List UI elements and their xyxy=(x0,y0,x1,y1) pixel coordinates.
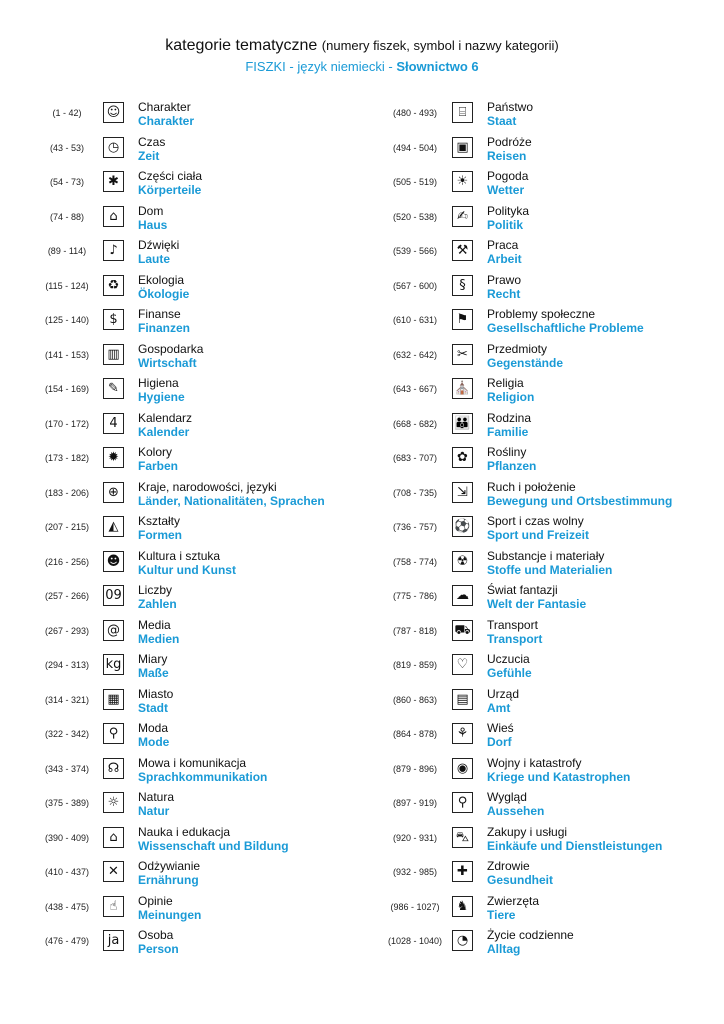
category-name-polish: Miasto xyxy=(138,686,174,701)
category-row xyxy=(0,97,362,132)
title-main: kategorie tematyczne xyxy=(165,37,318,54)
category-name-german: Wetter xyxy=(487,183,525,197)
category-name-polish: Państwo xyxy=(487,100,534,114)
category-name-german: Familie xyxy=(487,424,529,439)
category-name-polish: Kraje, narodowości, języki xyxy=(138,479,277,494)
card-number-range: (708 - 735) xyxy=(392,487,438,498)
category-name-polish: Problemy społeczne xyxy=(487,307,596,321)
category-row xyxy=(362,787,724,822)
category-name-polish: Polityka xyxy=(487,203,530,218)
category-row xyxy=(0,753,362,788)
category-row xyxy=(0,684,362,719)
category-name-german: Meinungen xyxy=(138,907,202,922)
category-name-polish: Nauka i edukacja xyxy=(138,824,231,839)
category-name-polish: Ekologia xyxy=(138,272,185,287)
category-name-german: Mode xyxy=(138,735,170,749)
card-number-range: (390 - 409) xyxy=(44,832,90,843)
category-name-polish: Części ciała xyxy=(138,169,203,183)
vitruvian-body-icon: ✱ xyxy=(103,171,124,192)
category-name-polish: Substancje i materiały xyxy=(487,548,605,563)
category-column-left xyxy=(0,97,362,960)
category-name-polish: Życie codzienne xyxy=(487,928,574,942)
workers-icon: ⚒ xyxy=(452,240,473,261)
category-name-polish: Odżywianie xyxy=(138,859,201,873)
hand-truck-icon: ⇲ xyxy=(452,482,473,503)
category-row xyxy=(362,132,724,167)
category-name-german: Wirtschaft xyxy=(138,355,197,370)
category-name-german: Reisen xyxy=(487,148,527,163)
recycling-bin-icon: ♻ xyxy=(103,275,124,296)
category-row xyxy=(0,304,362,339)
category-row xyxy=(0,132,362,167)
at-sign-icon: @ xyxy=(103,620,124,641)
category-name-german: Hygiene xyxy=(138,390,185,404)
category-name-polish: Finanse xyxy=(138,307,181,321)
weather-icon: ☀ xyxy=(452,171,473,192)
car-icon: ⛟ xyxy=(452,620,473,641)
category-name-german: Kalender xyxy=(138,424,190,439)
card-number-range: (216 - 256) xyxy=(44,556,90,567)
category-row xyxy=(362,235,724,270)
category-name-german: Sprachkommunikation xyxy=(138,769,268,784)
category-name-german: Körperteile xyxy=(138,183,202,197)
card-number-range: (43 - 53) xyxy=(49,142,84,153)
clock-icon: ◷ xyxy=(103,137,124,158)
category-name-german: Transport xyxy=(487,631,543,646)
card-number-range: (257 - 266) xyxy=(44,591,90,601)
sun-flower-icon: ☼ xyxy=(103,792,124,813)
card-number-range: (375 - 389) xyxy=(44,798,90,808)
category-name-german: Wissenschaft und Bildung xyxy=(138,838,289,853)
category-row xyxy=(0,270,362,305)
bar-chart-icon: ▥ xyxy=(103,344,124,365)
category-name-german: Gefühle xyxy=(487,666,532,680)
category-row xyxy=(362,718,724,753)
category-row xyxy=(0,856,362,891)
category-name-polish: Wygląd xyxy=(487,790,527,804)
category-name-polish: Charakter xyxy=(138,100,191,114)
category-row xyxy=(0,925,362,960)
government-building-icon: ⌸ xyxy=(452,102,473,123)
category-name-polish: Dźwięki xyxy=(138,238,180,252)
card-number-range: (141 - 153) xyxy=(44,349,90,360)
category-row xyxy=(0,787,362,822)
category-row xyxy=(362,442,724,477)
numbers-icon: 09 xyxy=(103,585,124,606)
category-name-polish: Uczucia xyxy=(487,652,530,666)
card-number-range: (183 - 206) xyxy=(44,487,90,498)
bomb-icon: ◉ xyxy=(452,758,473,779)
card-number-range: (986 - 1027) xyxy=(390,901,440,912)
category-name-german: Einkäufe und Dienstleistungen xyxy=(487,838,663,853)
category-name-german: Politik xyxy=(487,217,524,232)
category-name-german: Charakter xyxy=(138,114,195,128)
category-row xyxy=(362,891,724,926)
category-name-polish: Urząd xyxy=(487,686,520,701)
flower-icon: ✿ xyxy=(452,447,473,468)
card-number-range: (173 - 182) xyxy=(44,453,90,463)
category-name-polish: Prawo xyxy=(487,272,522,287)
shopping-cart-icon: ⛍ xyxy=(452,827,473,848)
category-name-german: Gesundheit xyxy=(487,873,554,887)
card-number-range: (736 - 757) xyxy=(392,522,438,532)
category-name-german: Länder, Nationalitäten, Sprachen xyxy=(138,493,325,508)
category-row xyxy=(362,408,724,443)
graduation-cap-icon: ⌂ xyxy=(103,827,124,848)
shapes-icon: ◭ xyxy=(103,516,124,537)
category-row xyxy=(0,615,362,650)
category-row xyxy=(362,684,724,719)
category-row xyxy=(0,201,362,236)
category-name-polish: Rośliny xyxy=(487,445,527,459)
category-name-polish: Osoba xyxy=(138,928,174,942)
category-name-german: Arbeit xyxy=(487,252,522,266)
category-name-german: Aussehen xyxy=(487,804,545,818)
category-row xyxy=(0,408,362,443)
category-row xyxy=(0,511,362,546)
palette-icon: ✹ xyxy=(103,447,124,468)
category-column-right xyxy=(362,97,724,960)
card-number-range: (864 - 878) xyxy=(392,729,438,739)
category-row xyxy=(0,339,362,374)
coat-icon: ⚲ xyxy=(103,723,124,744)
category-name-polish: Wojny i katastrofy xyxy=(487,755,582,770)
category-row xyxy=(0,580,362,615)
category-name-german: Staat xyxy=(487,114,517,128)
category-row xyxy=(0,718,362,753)
card-number-range: (920 - 931) xyxy=(392,832,438,843)
city-buildings-icon: ▦ xyxy=(103,689,124,710)
category-name-german: Stadt xyxy=(138,700,168,715)
mirror-person-icon: ⚲ xyxy=(452,792,473,813)
category-name-german: Sport und Freizeit xyxy=(487,528,589,542)
category-row xyxy=(0,546,362,581)
category-name-german: Person xyxy=(138,942,179,956)
card-number-range: (897 - 919) xyxy=(392,798,438,808)
category-name-polish: Rodzina xyxy=(487,410,532,425)
category-name-polish: Mowa i komunikacja xyxy=(138,755,247,770)
category-name-polish: Kalendarz xyxy=(138,410,193,425)
subtitle-plain: FISZKI - język niemiecki - xyxy=(245,59,397,74)
category-name-german: Tiere xyxy=(487,907,516,922)
category-row xyxy=(362,477,724,512)
heart-icon: ♡ xyxy=(452,654,473,675)
card-number-range: (567 - 600) xyxy=(392,280,438,291)
category-row xyxy=(0,235,362,270)
category-name-german: Alltag xyxy=(487,942,521,956)
category-name-polish: Wieś xyxy=(487,721,514,735)
category-row xyxy=(0,822,362,857)
paragraph-icon: § xyxy=(452,275,473,296)
card-number-range: (343 - 374) xyxy=(44,763,90,774)
card-number-range: (438 - 475) xyxy=(44,901,90,912)
card-number-range: (610 - 631) xyxy=(392,315,438,325)
card-number-range: (494 - 504) xyxy=(392,142,438,153)
card-number-range: (787 - 818) xyxy=(392,625,438,636)
theatre-masks-icon: ☻ xyxy=(103,551,124,572)
card-number-range: (54 - 73) xyxy=(49,177,84,187)
category-row xyxy=(362,339,724,374)
category-row xyxy=(362,373,724,408)
card-number-range: (89 - 114) xyxy=(47,246,87,256)
category-name-polish: Świat fantazji xyxy=(487,583,558,597)
house-icon: ⌂ xyxy=(103,206,124,227)
category-row xyxy=(0,373,362,408)
category-row xyxy=(362,615,724,650)
weight-kg-icon: kg xyxy=(103,654,124,675)
category-name-german: Dorf xyxy=(487,735,512,749)
category-name-german: Welt der Fantasie xyxy=(487,597,587,611)
card-number-range: (932 - 985) xyxy=(392,867,438,877)
document-icon: ▤ xyxy=(452,689,473,710)
category-name-polish: Zdrowie xyxy=(487,859,530,873)
category-name-german: Pflanzen xyxy=(487,459,537,473)
card-number-range: (1028 - 1040) xyxy=(387,936,443,946)
toothbrush-icon: ✎ xyxy=(103,378,124,399)
category-name-polish: Sport i czas wolny xyxy=(487,514,584,528)
page-header xyxy=(0,36,724,75)
category-name-polish: Zakupy i usługi xyxy=(487,824,568,839)
card-number-range: (758 - 774) xyxy=(392,556,438,567)
card-number-range: (632 - 642) xyxy=(392,349,438,360)
category-name-german: Formen xyxy=(138,528,183,542)
card-number-range: (683 - 707) xyxy=(392,453,438,463)
suitcase-icon: ▣ xyxy=(452,137,473,158)
category-name-german: Kultur und Kunst xyxy=(138,562,236,577)
category-name-polish: Kształty xyxy=(138,514,181,528)
card-number-range: (74 - 88) xyxy=(49,211,84,222)
subtitle-bold: Słownictwo 6 xyxy=(396,59,479,74)
fork-knife-icon: ✕ xyxy=(103,861,124,882)
category-name-german: Haus xyxy=(138,217,168,232)
card-number-range: (476 - 479) xyxy=(44,936,90,946)
category-row xyxy=(362,166,724,201)
category-name-polish: Transport xyxy=(487,617,538,632)
card-number-range: (668 - 682) xyxy=(392,418,438,429)
category-name-polish: Natura xyxy=(138,790,175,804)
radioactive-jar-icon: ☢ xyxy=(452,551,473,572)
ja-icon: ja xyxy=(103,930,124,951)
card-number-range: (520 - 538) xyxy=(392,211,438,222)
category-row xyxy=(362,925,724,960)
card-number-range: (154 - 169) xyxy=(44,384,90,394)
category-row xyxy=(362,511,724,546)
household-appliance-icon: ◔ xyxy=(452,930,473,951)
category-row xyxy=(362,270,724,305)
category-name-german: Maße xyxy=(138,666,169,680)
card-number-range: (860 - 863) xyxy=(392,694,438,705)
page-title xyxy=(0,36,724,56)
category-row xyxy=(362,580,724,615)
category-row xyxy=(362,201,724,236)
card-number-range: (314 - 321) xyxy=(44,694,90,705)
category-name-german: Farben xyxy=(138,459,179,473)
category-name-german: Recht xyxy=(487,286,521,301)
elephant-icon: ♞ xyxy=(452,896,473,917)
category-row xyxy=(0,442,362,477)
dollar-icon: $ xyxy=(103,309,124,330)
category-name-german: Ökologie xyxy=(138,286,190,301)
category-name-polish: Higiena xyxy=(138,376,179,390)
category-row xyxy=(362,649,724,684)
hospital-bed-icon: ✚ xyxy=(452,861,473,882)
category-name-polish: Religia xyxy=(487,376,524,390)
category-name-german: Medien xyxy=(138,631,180,646)
category-name-german: Bewegung und Ortsbestimmung xyxy=(487,493,673,508)
card-number-range: (267 - 293) xyxy=(44,625,90,636)
category-name-polish: Zwierzęta xyxy=(487,893,540,908)
category-name-german: Laute xyxy=(138,252,171,266)
category-name-german: Natur xyxy=(138,804,170,818)
category-name-polish: Dom xyxy=(138,203,164,218)
category-name-polish: Opinie xyxy=(138,893,173,908)
category-name-polish: Media xyxy=(138,617,171,632)
card-number-range: (1 - 42) xyxy=(52,108,82,118)
category-name-polish: Moda xyxy=(138,721,169,735)
category-name-german: Gegenstände xyxy=(487,355,564,370)
card-number-range: (207 - 215) xyxy=(44,522,90,532)
category-row xyxy=(0,649,362,684)
card-number-range: (115 - 124) xyxy=(45,280,89,291)
card-number-range: (294 - 313) xyxy=(44,660,90,670)
runner-icon: ⚽ xyxy=(452,516,473,537)
card-number-range: (819 - 859) xyxy=(392,660,438,670)
category-name-polish: Miary xyxy=(138,652,168,666)
category-name-polish: Kolory xyxy=(138,445,173,459)
music-note-icon: ♪ xyxy=(103,240,124,261)
globe-icon: ⊕ xyxy=(103,482,124,503)
card-number-range: (125 - 140) xyxy=(44,315,90,325)
card-number-range: (410 - 437) xyxy=(44,867,90,877)
category-name-german: Stoffe und Materialien xyxy=(487,562,613,577)
rooster-fence-icon: ⚘ xyxy=(452,723,473,744)
calendar-icon: 4 xyxy=(103,413,124,434)
category-row xyxy=(362,97,724,132)
category-row xyxy=(0,166,362,201)
category-name-polish: Gospodarka xyxy=(138,341,204,356)
category-name-polish: Czas xyxy=(138,134,166,149)
family-icon: 👪 xyxy=(452,413,473,434)
category-name-german: Zeit xyxy=(138,148,160,163)
title-sub: (numery fiszek, symbol i nazwy kategorii) xyxy=(321,38,559,53)
category-name-polish: Podróże xyxy=(487,134,532,149)
category-name-german: Amt xyxy=(487,700,511,715)
strike-sign-icon: ⚑ xyxy=(452,309,473,330)
ghost-icon: ☁ xyxy=(452,585,473,606)
category-row xyxy=(362,546,724,581)
faces-icon: ☺ xyxy=(103,102,124,123)
church-icon: ⛪ xyxy=(452,378,473,399)
category-name-german: Finanzen xyxy=(138,321,191,335)
category-name-polish: Kultura i sztuka xyxy=(138,548,221,563)
category-row xyxy=(362,753,724,788)
category-row xyxy=(362,856,724,891)
scissors-icon: ✂ xyxy=(452,344,473,365)
card-number-range: (505 - 519) xyxy=(392,177,438,187)
category-name-german: Ernährung xyxy=(138,873,199,887)
card-number-range: (480 - 493) xyxy=(392,108,438,118)
card-number-range: (643 - 667) xyxy=(392,384,438,394)
category-name-german: Religion xyxy=(487,390,535,404)
card-number-range: (879 - 896) xyxy=(392,763,438,774)
category-name-german: Zahlen xyxy=(138,597,177,611)
category-name-german: Kriege und Katastrophen xyxy=(487,769,631,784)
category-row xyxy=(0,477,362,512)
category-name-polish: Ruch i położenie xyxy=(487,479,576,494)
category-row xyxy=(362,304,724,339)
card-number-range: (170 - 172) xyxy=(44,418,90,429)
thumbs-icon: ☝ xyxy=(103,896,124,917)
page-subtitle xyxy=(0,59,724,75)
category-row xyxy=(0,891,362,926)
card-number-range: (775 - 786) xyxy=(392,591,438,601)
category-row xyxy=(362,822,724,857)
speaking-head-icon: ☊ xyxy=(103,758,124,779)
category-name-german: Gesellschaftliche Probleme xyxy=(487,321,644,335)
category-name-polish: Pogoda xyxy=(487,169,529,183)
card-number-range: (322 - 342) xyxy=(44,729,90,739)
card-number-range: (539 - 566) xyxy=(392,246,438,256)
category-name-polish: Przedmioty xyxy=(487,341,548,356)
category-name-polish: Liczby xyxy=(138,583,173,597)
ballot-box-icon: ✍ xyxy=(452,206,473,227)
category-name-polish: Praca xyxy=(487,238,519,252)
